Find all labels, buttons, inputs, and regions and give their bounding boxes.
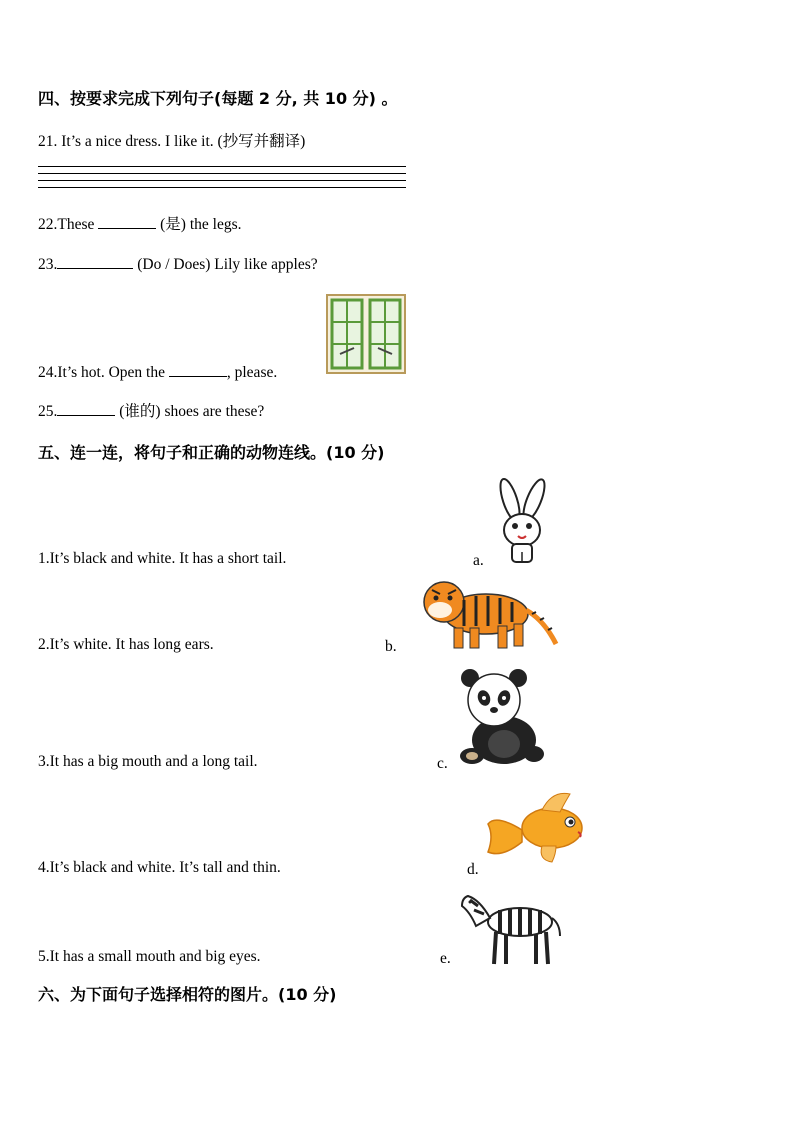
- answer-blank-24[interactable]: [169, 362, 227, 377]
- answer-blank-23[interactable]: [57, 254, 133, 269]
- answer-blank-22[interactable]: [98, 214, 156, 229]
- question-23-text-before: 23.: [38, 256, 58, 273]
- section-5-heading: 五、连一连，将句子和正确的动物连线。(10 分): [38, 443, 385, 462]
- rabbit-icon: [492, 478, 552, 566]
- question-25: [38, 399, 264, 421]
- option-a[interactable]: a.: [473, 552, 484, 569]
- question-22-text-after: (是) the legs.: [156, 216, 242, 233]
- sentence-5: 5.It has a small mouth and big eyes.: [38, 948, 261, 965]
- sentence-2: 2.It’s white. It has long ears.: [38, 636, 214, 653]
- sentence-1: 1.It’s black and white. It has a short tail.: [38, 550, 287, 567]
- section-6-heading: 六、为下面句子选择相符的图片。(10 分): [38, 985, 337, 1004]
- section-4-heading: 四、按要求完成下列句子(每题 2 分, 共 10 分) 。: [38, 89, 398, 108]
- option-d[interactable]: d.: [467, 861, 479, 878]
- answer-blank-25[interactable]: [57, 401, 115, 416]
- question-22-text-before: 22.These: [38, 216, 99, 233]
- zebra-icon: [460, 888, 564, 966]
- question-24-text-before: 24.It’s hot. Open the: [38, 364, 169, 381]
- tiger-icon: [414, 576, 560, 652]
- sentence-4: 4.It’s black and white. It’s tall and thin.: [38, 859, 281, 876]
- goldfish-icon: [484, 790, 590, 864]
- question-24-text-after: , please.: [226, 364, 278, 381]
- question-25-text-after: (谁的) shoes are these?: [115, 403, 265, 420]
- writing-lines[interactable]: [38, 166, 406, 192]
- option-e[interactable]: e.: [440, 950, 451, 967]
- option-b[interactable]: b.: [385, 638, 397, 655]
- question-21: 21. It’s a nice dress. I like it. (抄写并翻译): [38, 133, 306, 150]
- question-22: [38, 212, 242, 234]
- panda-icon: [458, 668, 544, 768]
- question-24: [38, 362, 277, 382]
- option-c[interactable]: c.: [437, 755, 448, 772]
- question-25-text-before: 25.: [38, 403, 58, 420]
- question-23: [38, 254, 318, 274]
- question-23-text-after: (Do / Does) Lily like apples?: [133, 256, 318, 273]
- window-icon: [326, 294, 406, 374]
- sentence-3: 3.It has a big mouth and a long tail.: [38, 753, 258, 770]
